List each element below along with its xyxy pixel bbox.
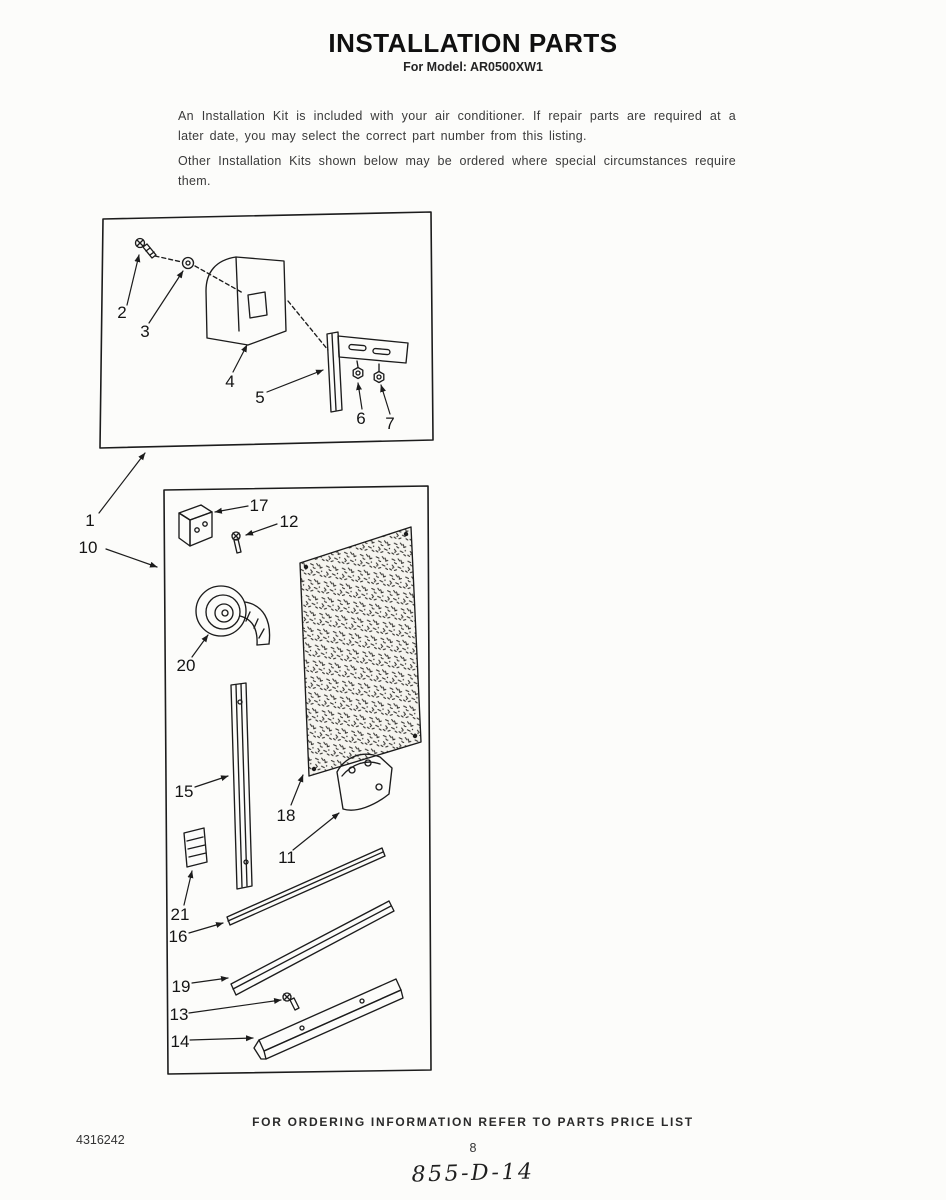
callout-7: 7 [385, 414, 395, 433]
part-6-nut [353, 368, 363, 379]
callout-11: 11 [278, 848, 296, 867]
part-21-foam-pad [184, 828, 207, 867]
callout-15: 15 [174, 782, 194, 801]
part-12-screw [232, 532, 241, 553]
callout-21: 21 [170, 905, 190, 924]
handwritten-code: 855-D-14 [411, 1159, 535, 1188]
part-19-seal-strip [231, 901, 394, 995]
part-18-seal-panel [300, 527, 421, 776]
callout-10: 10 [78, 538, 98, 557]
callout-4: 4 [225, 372, 235, 391]
callout-12: 12 [279, 512, 299, 531]
callout-2: 2 [117, 303, 127, 322]
callout-17: 17 [249, 496, 269, 515]
callout-5: 5 [255, 388, 265, 407]
part-3-washer [183, 258, 194, 269]
ordering-note: FOR ORDERING INFORMATION REFER TO PARTS PRICE LIST [252, 1115, 694, 1129]
callout-3: 3 [140, 322, 150, 341]
callout-6: 6 [356, 409, 366, 428]
page-number: 8 [469, 1141, 477, 1155]
callout-14: 14 [170, 1032, 190, 1051]
assembly-line-screw-washer [155, 256, 182, 262]
page-title: INSTALLATION PARTS [328, 28, 618, 58]
part-17-angle-bracket [179, 505, 212, 546]
part-14-sill-channel [254, 979, 403, 1059]
callout-20: 20 [176, 656, 196, 675]
model-subtitle: For Model: AR0500XW1 [403, 60, 543, 74]
part-15-channel [231, 683, 252, 889]
other-kits-paragraph: Other Installation Kits shown below may be ordered where special circumstances require them. [178, 154, 736, 188]
intro-paragraph: An Installation Kit is included with your air conditioner. If repair parts are required at a later date, you may select the correct part number from this listing. [178, 109, 736, 143]
callout-13: 13 [169, 1005, 189, 1024]
callout-1: 1 [85, 511, 95, 530]
part-4-curtain-panel [206, 257, 286, 345]
assembly-line-washer-panel [195, 266, 243, 293]
part-5-support-bracket [327, 332, 408, 412]
callout-16: 16 [168, 927, 188, 946]
part-13-screw [283, 993, 299, 1010]
callout-19: 19 [171, 977, 191, 996]
callout-18: 18 [276, 806, 296, 825]
part-7-nut [374, 372, 384, 383]
assembly-line-panel-bracket [288, 301, 328, 350]
doc-number: 4316242 [76, 1133, 125, 1147]
